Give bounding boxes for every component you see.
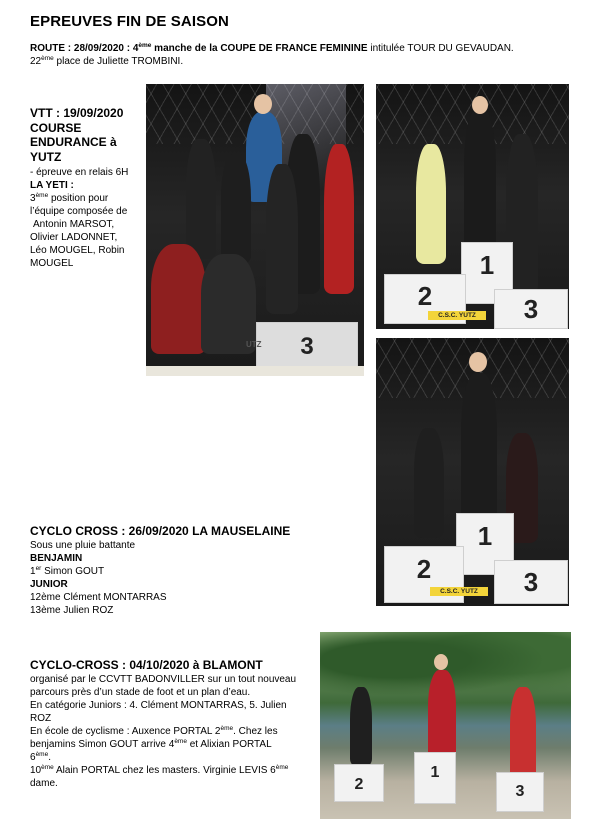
vtt-heading: VTT : 19/09/2020 COURSE ENDURANCE à YUTZ [30, 106, 124, 164]
podium-step-2: 2 [384, 546, 464, 603]
podium-sign: C.S.C. YUTZ [428, 311, 486, 320]
route-line-2: 22ème place de Juliette TROMBINI. [30, 55, 184, 67]
route-line-1: ROUTE : 28/09/2020 : 4ème manche de la COUPE DE FRANCE FEMININE intitulée TOUR DU GEVAUDAN. [30, 42, 514, 54]
podium-step-1: 1 [456, 513, 514, 575]
vtt-section [30, 106, 142, 270]
cyclocross-mauselaine-heading: CYCLO CROSS : 26/09/2020 LA MAUSELAINE [30, 524, 291, 538]
podium-step-1: 1 [461, 242, 513, 304]
cyclocross-podium-photo-2 [376, 338, 569, 606]
cyclocross-podium-photo-1 [376, 84, 569, 329]
cyclocross-blamont-details: organisé par le CCVTT BADONVILLER sur un tout nouveau parcours près d’un stade de foot et un plan d’eau. En catégorie Juniors : 4. Clément MONTARRAS, 5. Julien ROZ En école de cyclisme : Auxence PORTAL 2ème. Chez les benjamins Simon GOUT arrive 4ème et Alixian PORTAL 6ème. 10ème Alain PORTAL chez les masters. Virginie LEVIS 6ème dame. [30, 674, 297, 789]
blamont-podium-photo [320, 632, 571, 819]
podium-step-3: 3 [256, 322, 358, 372]
podium-sign: C.S.C. YUTZ [430, 587, 488, 596]
cyclocross-blamont-heading: CYCLO-CROSS : 04/10/2020 à BLAMONT [30, 658, 263, 672]
cyclocross-mauselaine-section [30, 524, 370, 617]
route-section [30, 42, 570, 68]
podium-step-2: 2 [384, 274, 466, 324]
podium-step-3: 3 [494, 289, 568, 329]
podium-step-3: 3 [496, 772, 544, 812]
cyclocross-blamont-section [30, 658, 318, 790]
podium-step-3: 3 [494, 560, 568, 604]
vtt-details: - épreuve en relais 6H LA YETI : 3ème position pour l’équipe composée de Antonin MARSOT, Olivier LADONNET, Léo MOUGEL, Robin MOUGEL [30, 167, 129, 269]
cyclocross-mauselaine-details: Sous une pluie battante BENJAMIN 1er Simon GOUT JUNIOR 12ème Clément MONTARRAS 13ème Julien ROZ [30, 540, 167, 616]
page-title: EPREUVES FIN DE SAISON [30, 13, 229, 30]
podium-step-2: 2 [334, 764, 384, 802]
podium-step-1: 1 [414, 752, 456, 804]
vtt-team-podium-photo: 3 UTZ [146, 84, 364, 376]
